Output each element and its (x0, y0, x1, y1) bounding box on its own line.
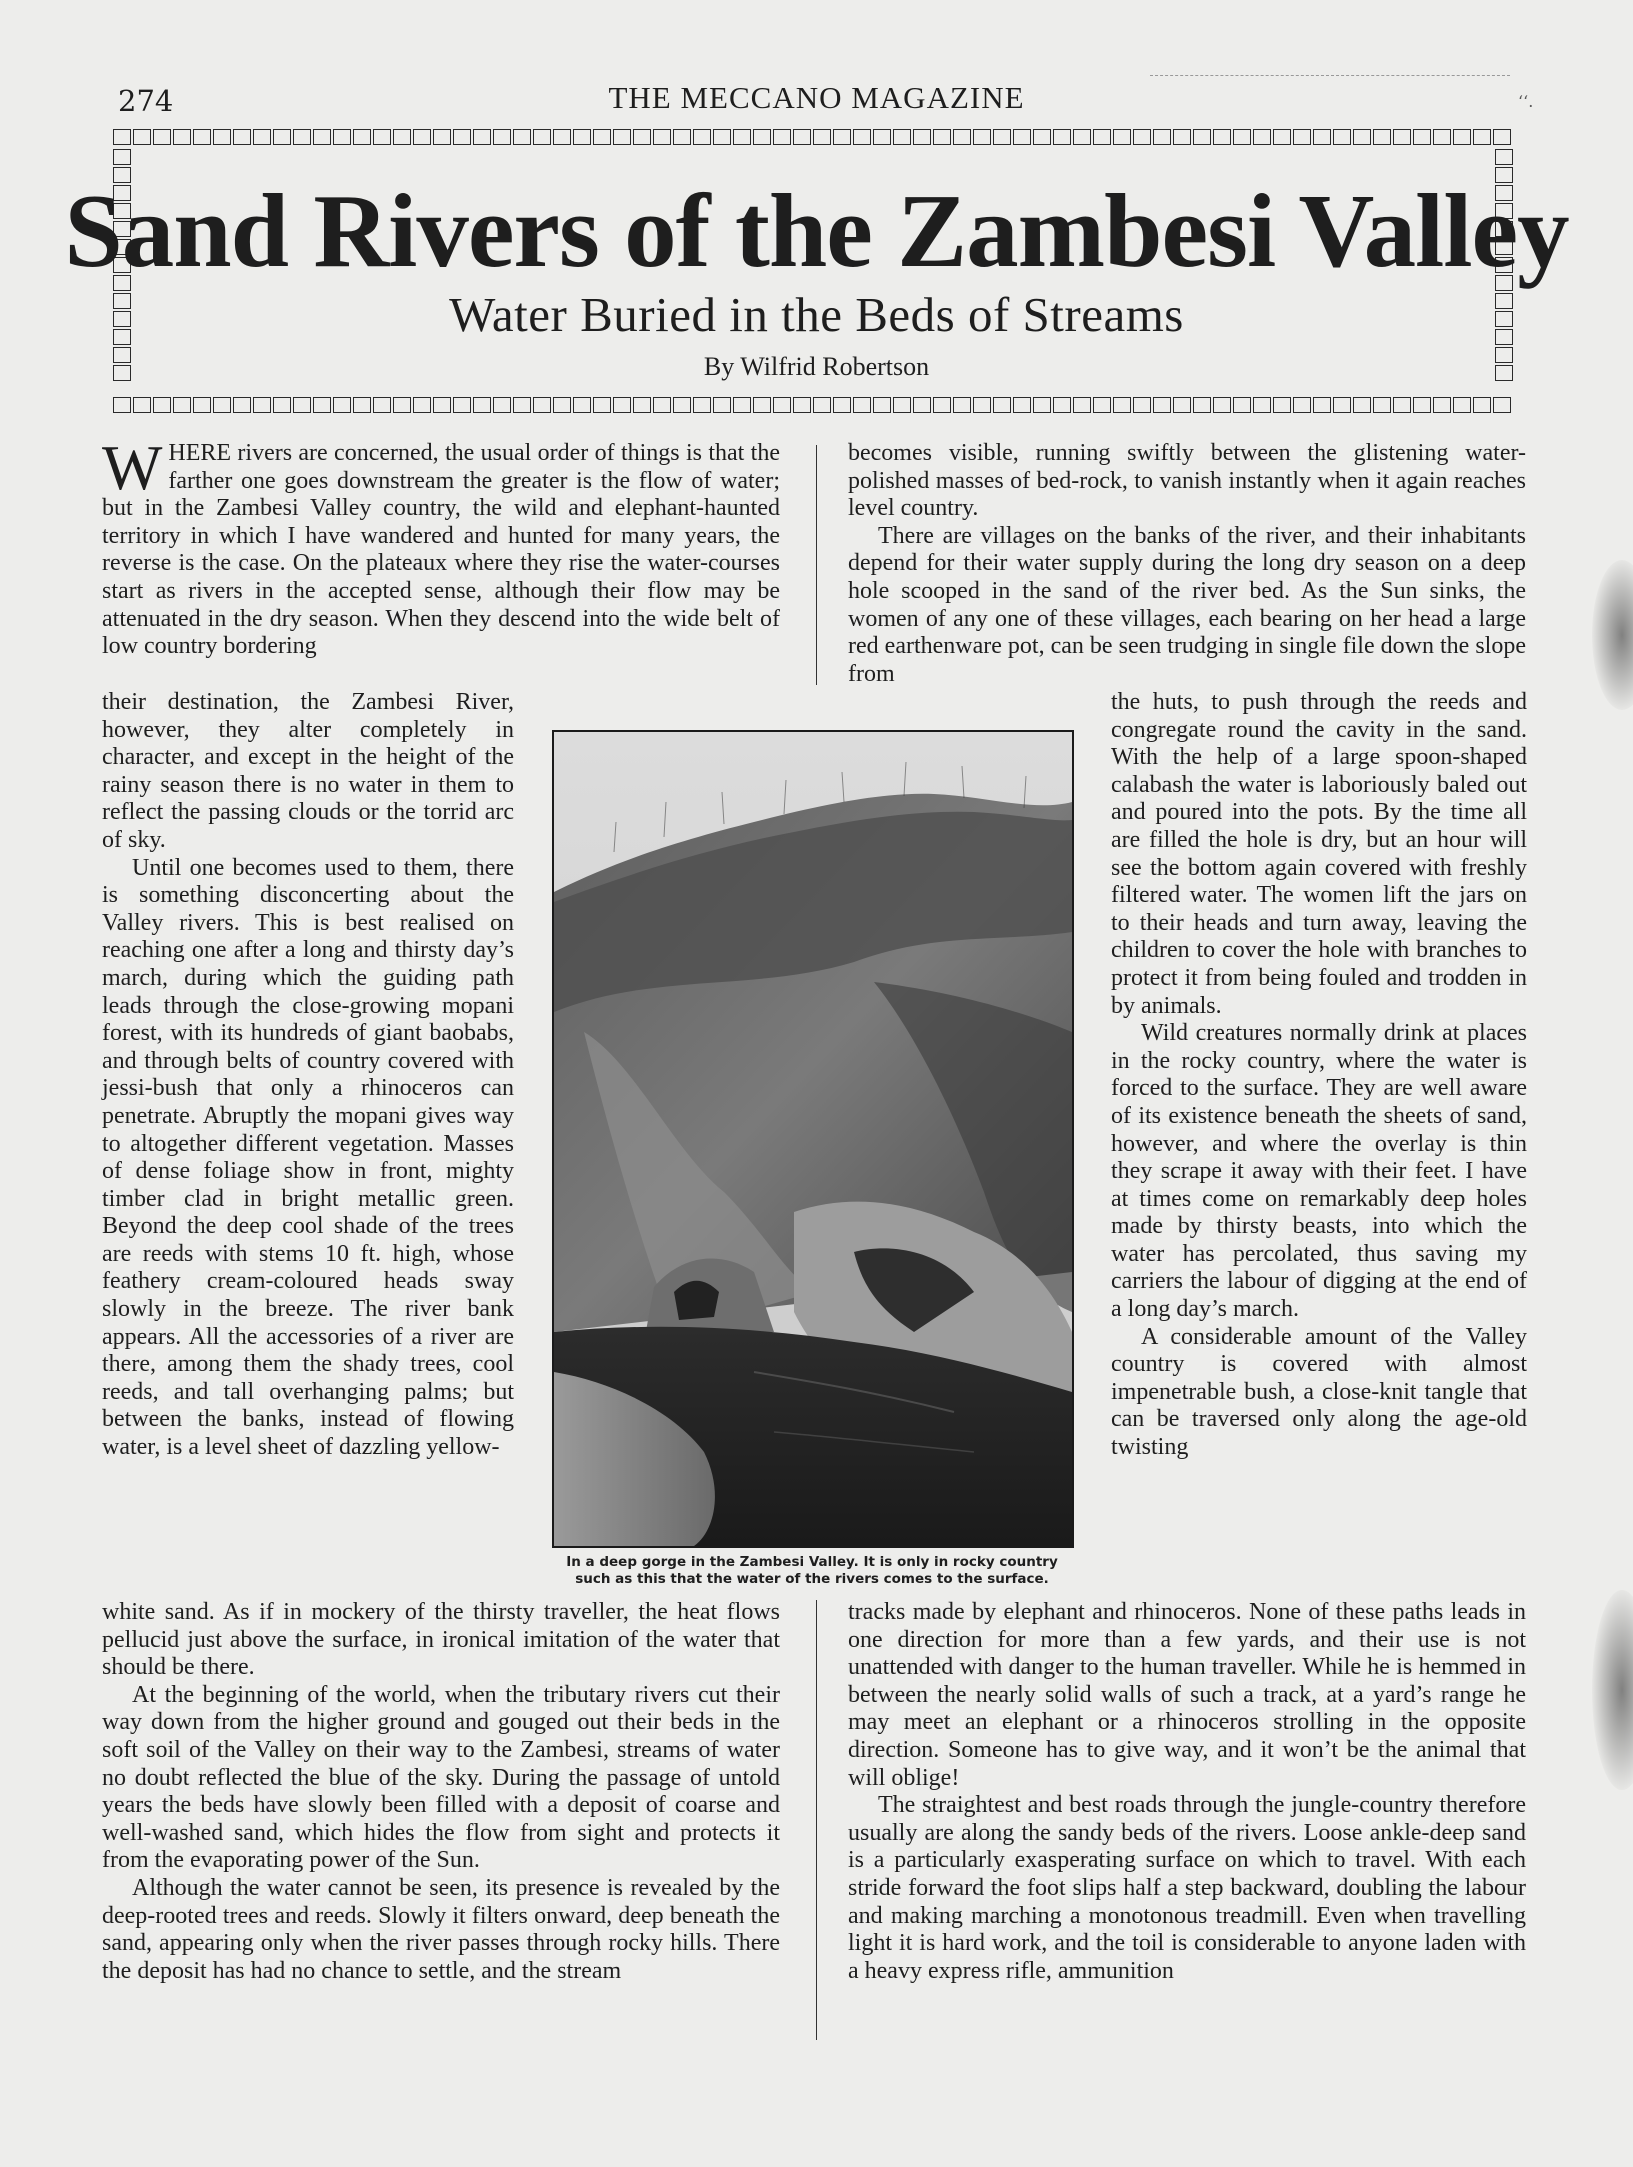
border-square (473, 129, 491, 145)
border-square (1213, 397, 1231, 413)
border-square (493, 129, 511, 145)
border-square (1153, 129, 1171, 145)
border-square (833, 129, 851, 145)
border-square (893, 129, 911, 145)
border-square (1293, 129, 1311, 145)
col2-bottom-text (848, 1599, 1526, 1985)
col2-paragraph-5: The straightest and best roads through the jungle-country therefore usually are along the sandy beds of the rivers. Loose ankle-deep sand is a particularly exasperating surface on which to travel. With each stride forward the foot slips half a step backward, doubling the labour and making marching a monotonous treadmill. Even when travelling light it is hard work, and the toil is considerable to anyone laden with a heavy express rifle, ammunition (848, 1792, 1526, 1984)
col2-paragraph-2-top: There are villages on the banks of the river, and their inhabitants depend for their water supply during the long dry season on a deep hole scooped in the sand of the river bed. As the Sun sinks, the women of any one of these villages, each bearing on her head a large red earthenware pot, can be seen trudging in single file down the slope from (848, 522, 1526, 687)
border-square (1233, 397, 1251, 413)
border-square (1033, 129, 1051, 145)
border-square (113, 129, 131, 145)
scan-smudge-bottom (1592, 1590, 1633, 1790)
border-square (673, 397, 691, 413)
border-square (233, 397, 251, 413)
border-square (653, 129, 671, 145)
border-square (1433, 397, 1451, 413)
border-square (113, 149, 131, 165)
border-square (1495, 149, 1513, 165)
border-square (1393, 129, 1411, 145)
border-square (233, 129, 251, 145)
border-square (1353, 397, 1371, 413)
border-square (613, 397, 631, 413)
border-square (1273, 397, 1291, 413)
border-square (713, 129, 731, 145)
border-square (1193, 397, 1211, 413)
border-square (553, 129, 571, 145)
border-square (433, 129, 451, 145)
border-square (193, 397, 211, 413)
border-square (333, 397, 351, 413)
border-square (413, 397, 431, 413)
border-square (613, 129, 631, 145)
border-square (933, 397, 951, 413)
border-square (1273, 129, 1291, 145)
border-square (593, 129, 611, 145)
col1-top-text (102, 432, 780, 661)
border-square (173, 129, 191, 145)
border-square (713, 397, 731, 413)
caption-line-1: In a deep gorge in the Zambesi Valley. It is only in rocky country (566, 1554, 1058, 1570)
border-square (253, 129, 271, 145)
border-square (1173, 129, 1191, 145)
border-square (473, 397, 491, 413)
border-square (353, 397, 371, 413)
border-square (813, 129, 831, 145)
border-square (1073, 397, 1091, 413)
col2-narrow-text (1111, 689, 1527, 1462)
border-square (1413, 397, 1431, 413)
col1-narrow-text (102, 689, 514, 1462)
border-square (513, 397, 531, 413)
border-square (1313, 397, 1331, 413)
border-square (513, 129, 531, 145)
border-square (1253, 129, 1271, 145)
border-square (1193, 129, 1211, 145)
border-square (293, 129, 311, 145)
border-square (453, 397, 471, 413)
border-square (253, 397, 271, 413)
border-square (133, 397, 151, 413)
border-square (1133, 397, 1151, 413)
border-square (313, 397, 331, 413)
border-square (793, 129, 811, 145)
border-square (753, 129, 771, 145)
col1-paragraph-1-cont: their destination, the Zambesi River, however, they alter completely in character, and except in the height of the rainy season there is no water in them to reflect the passing clouds or the torrid arc of sky. (102, 689, 514, 853)
border-square (993, 397, 1011, 413)
border-square (933, 129, 951, 145)
border-square (1493, 129, 1511, 145)
border-square (273, 129, 291, 145)
article-subtitle: Water Buried in the Beds of Streams (449, 287, 1184, 342)
col2-paragraph-1: becomes visible, running swiftly between the glistening water-polished masses of bed-rock, to vanish instantly when it again reaches level country. (848, 440, 1526, 522)
border-square (1093, 129, 1111, 145)
border-square (333, 129, 351, 145)
border-square (973, 397, 991, 413)
border-square (633, 397, 651, 413)
border-square (433, 397, 451, 413)
caption-line-2: such as this that the water of the rivers comes to the surface. (575, 1571, 1049, 1587)
border-square (1013, 397, 1031, 413)
border-square (493, 397, 511, 413)
column-divider-upper (816, 445, 817, 685)
border-square (133, 129, 151, 145)
border-square (753, 397, 771, 413)
border-square (973, 129, 991, 145)
border-square (733, 129, 751, 145)
border-square (633, 129, 651, 145)
header-rule (1150, 75, 1510, 76)
drop-cap: W (102, 432, 163, 503)
border-square (533, 397, 551, 413)
border-square (1473, 129, 1491, 145)
border-square (773, 129, 791, 145)
frame-bottom-border (112, 396, 1514, 416)
border-square (393, 129, 411, 145)
gorge-photograph (552, 730, 1074, 1548)
border-square (693, 397, 711, 413)
border-square (733, 397, 751, 413)
border-square (873, 129, 891, 145)
border-square (453, 129, 471, 145)
border-square (213, 129, 231, 145)
frame-top-border (112, 128, 1514, 148)
border-square (1093, 397, 1111, 413)
col1-paragraph-3: At the beginning of the world, when the tributary rivers cut their way down from the higher ground and gouged out their beds in the soft soil of the Valley on their way to the Zambesi, streams of water no doubt reflected the blue of the sky. During the passage of untold years the beds have slowly been filled with a deposit of coarse and well-washed sand, which hides the flow from sight and protects it from the evaporating power of the Sun. (102, 1681, 780, 1874)
col1-paragraph-1-top: HERE rivers are concerned, the usual order of things is that the farther one goes downstream the greater is the flow of water; but in the Zambesi Valley country, the wild and elephant-haunted territory in which I have wandered and hunted for many years, the reverse is the case. On the plateaux where they rise the water-courses start as rivers in the accepted sense, although their flow may be attenuated in the dry season. When they descend into the wide belt of low country bordering (102, 440, 780, 660)
col2-paragraph-3: Wild creatures normally drink at places in the rocky country, where the water is forced to the surface. They are well aware of its existence beneath the sheets of sand, however, and where the overlay is thin they scrape it away with their feet. I have at times come on remarkably deep holes made by thirsty beasts, into which the water has percolated, thus saving my carriers the labour of digging at the end of a long day’s march. (1111, 1020, 1527, 1323)
border-square (1453, 397, 1471, 413)
border-square (193, 129, 211, 145)
col2-top-text (848, 440, 1526, 688)
col1-paragraph-4: Although the water cannot be seen, its presence is revealed by the deep-rooted trees and reeds. Slowly it filters onward, deep beneath the sand, appearing only when the river passes through rocky hills. There the deposit has had no chance to settle, and the stream (102, 1874, 780, 1984)
border-square (953, 397, 971, 413)
col1-bottom-text (102, 1599, 780, 1985)
border-square (873, 397, 891, 413)
border-square (833, 397, 851, 413)
border-square (1453, 129, 1471, 145)
column-divider-lower (816, 1600, 817, 2040)
gorge-photo-illustration (554, 732, 1072, 1546)
border-square (393, 397, 411, 413)
border-square (1373, 129, 1391, 145)
border-square (553, 397, 571, 413)
border-square (1013, 129, 1031, 145)
border-square (693, 129, 711, 145)
border-square (853, 397, 871, 413)
border-square (1473, 397, 1491, 413)
col1-paragraph-2-cont: white sand. As if in mockery of the thirsty traveller, the heat flows pellucid just above the surface, in ironical imitation of the water that should be there. (102, 1599, 780, 1681)
border-square (1333, 129, 1351, 145)
border-square (913, 397, 931, 413)
page-number: 274 (118, 84, 174, 118)
border-square (353, 129, 371, 145)
border-square (273, 397, 291, 413)
article-title: Sand Rivers of the Zambesi Valley (64, 172, 1569, 289)
border-square (913, 129, 931, 145)
border-square (1173, 397, 1191, 413)
border-square (153, 129, 171, 145)
border-square (1053, 397, 1071, 413)
border-square (153, 397, 171, 413)
border-square (1233, 129, 1251, 145)
border-square (953, 129, 971, 145)
border-square (1313, 129, 1331, 145)
border-square (1373, 397, 1391, 413)
border-square (373, 397, 391, 413)
article-byline: By Wilfrid Robertson (703, 352, 930, 381)
border-square (413, 129, 431, 145)
border-square (573, 397, 591, 413)
border-square (773, 397, 791, 413)
scan-smudge-top (1592, 560, 1633, 710)
border-square (673, 129, 691, 145)
border-square (1413, 129, 1431, 145)
border-square (853, 129, 871, 145)
border-square (893, 397, 911, 413)
border-square (1133, 129, 1151, 145)
border-square (1333, 397, 1351, 413)
col2-paragraph-4-cont: tracks made by elephant and rhinoceros. None of these paths leads in one direction for more than a few yards, and their use is not unattended with danger to the human traveller. While he is hemmed in between the nearly solid walls of such a track, at a yard’s range he may meet an elephant or a rhinoceros strolling in the opposite direction. Someone has to give way, and it won’t be the animal that will oblige! (848, 1599, 1526, 1791)
border-square (313, 129, 331, 145)
photo-caption (536, 1554, 1088, 1588)
border-square (653, 397, 671, 413)
border-square (1493, 397, 1511, 413)
border-square (1113, 397, 1131, 413)
border-square (1293, 397, 1311, 413)
border-square (1253, 397, 1271, 413)
border-square (793, 397, 811, 413)
border-square (213, 397, 231, 413)
border-square (813, 397, 831, 413)
border-square (113, 397, 131, 413)
border-square (373, 129, 391, 145)
border-square (593, 397, 611, 413)
border-square (1153, 397, 1171, 413)
border-square (1433, 129, 1451, 145)
col1-paragraph-2: Until one becomes used to them, there is something disconcerting about the Valley rivers. This is best realised on reaching one after a long and thirsty day’s march, during which the guiding path leads through the close-growing mopani forest, with its hundreds of giant baobabs, and through belts of country covered with jessi-bush that only a rhinoceros can penetrate. Abruptly the mopani gives way to altogether different vegetation. Masses of dense foliage show in front, mighty timber clad in bright metallic green. Beyond the deep cool shade of the trees are reeds with stems 10 ft. high, whose feathery cream-coloured heads sway slowly in the breeze. The river bank appears. All the accessories of a river are there, among them the shady trees, cool reeds, and tall overhanging palms; but between the banks, instead of flowing water, is a level sheet of dazzling yellow- (102, 854, 514, 1461)
border-square (1353, 129, 1371, 145)
border-square (1213, 129, 1231, 145)
border-square (173, 397, 191, 413)
border-square (1033, 397, 1051, 413)
border-square (993, 129, 1011, 145)
border-square (573, 129, 591, 145)
magazine-title: THE MECCANO MAGAZINE (608, 80, 1025, 115)
corner-mark: ‘‘․ (1518, 92, 1534, 111)
border-square (1393, 397, 1411, 413)
border-square (1053, 129, 1071, 145)
col2-paragraph-2-cont: the huts, to push through the reeds and congregate round the cavity in the sand. With the help of a large spoon-shaped calabash the water is laboriously baled out and poured into the pots. By the time all are filled the hole is dry, but an hour will see the bottom again covered with freshly filtered water. The women lift the jars on to their heads and turn away, leaving the children to cover the hole with branches to protect it from being fouled and trodden in by animals. (1111, 689, 1527, 1019)
border-square (1073, 129, 1091, 145)
border-square (1113, 129, 1131, 145)
col2-paragraph-4-top: A considerable amount of the Valley country is covered with almost impenetrable bush, a close-knit tangle that can be traversed only along the age-old twisting (1111, 1323, 1527, 1461)
border-square (293, 397, 311, 413)
border-square (533, 129, 551, 145)
